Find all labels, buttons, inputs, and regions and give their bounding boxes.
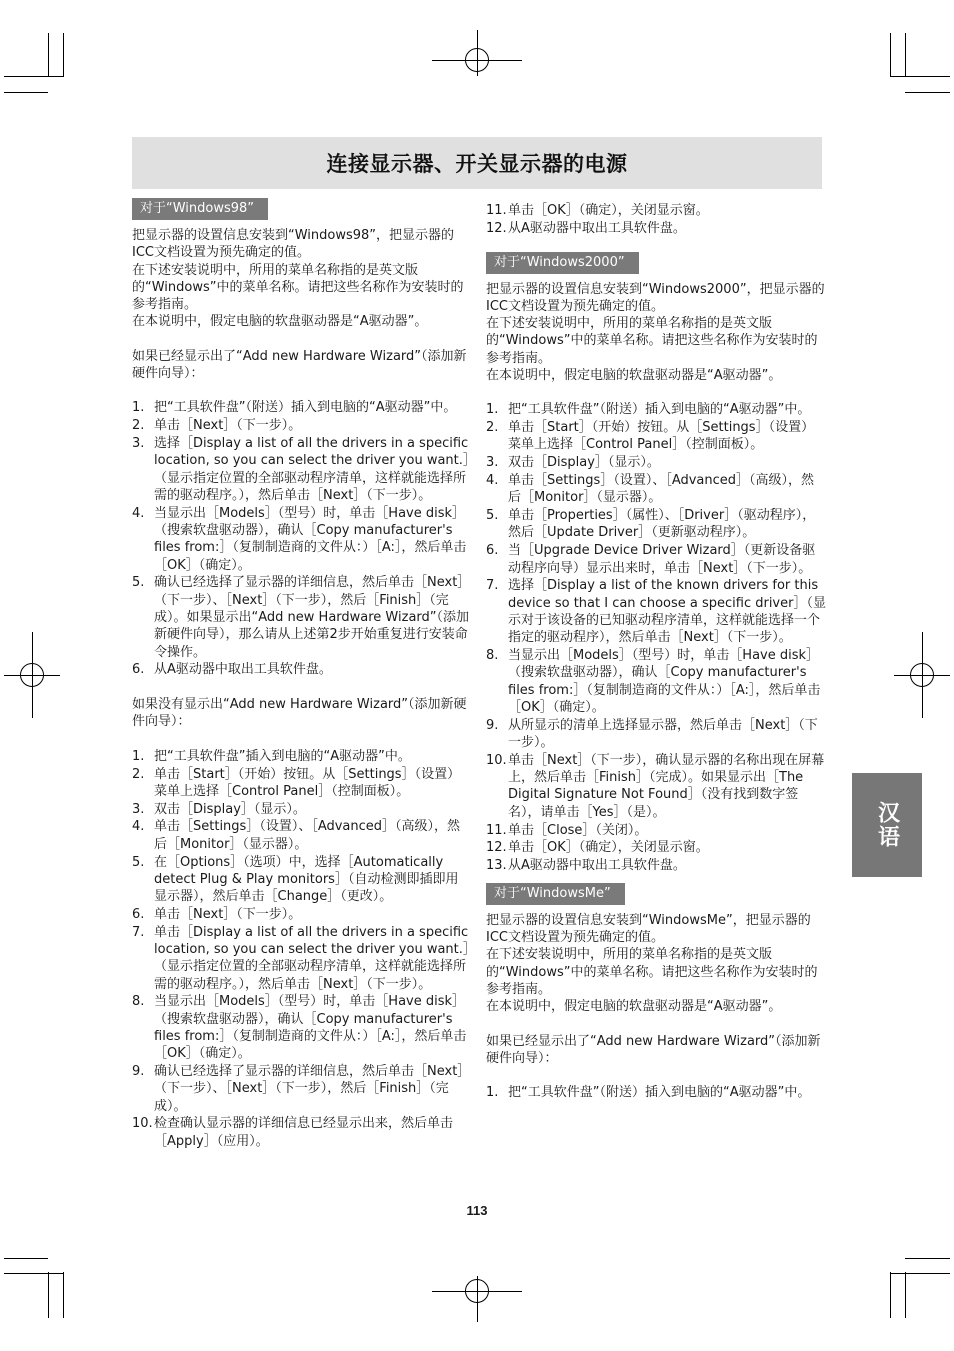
step-number: 4. <box>132 819 145 835</box>
step-number: 9. <box>486 717 499 733</box>
intro-paragraph: 在本说明中，假定电脑的软盘驱动器是“A驱动器”。 <box>132 314 428 330</box>
step-number: 3. <box>486 455 499 471</box>
list-item <box>132 417 470 434</box>
step-number: 2. <box>486 420 499 436</box>
step-list <box>486 401 826 874</box>
list-item <box>132 1115 470 1150</box>
list-item <box>486 577 826 646</box>
list-item <box>486 542 826 577</box>
step-number: 1. <box>132 748 145 764</box>
step-number: 5. <box>132 854 145 870</box>
step-text: 单击［OK］（确定），关闭显示窗。 <box>508 203 709 218</box>
step-number: 1. <box>486 402 499 418</box>
step-text: 确认已经选择了显示器的详细信息，然后单击［Next］（下一步）、［Next］（下一步），然后［Finish］（完成）。如果显示出“Add new Hardware Wizard”（添加新硬件向导），那么请从上述第2步开始重复进行安装命令操作。 <box>154 575 470 660</box>
step-number: 6. <box>132 906 145 922</box>
page-title-bar <box>132 137 822 189</box>
step-number: 2. <box>132 766 145 782</box>
list-item <box>486 401 826 418</box>
list-item <box>486 822 826 839</box>
step-number: 3. <box>132 801 145 817</box>
step-number: 11. <box>486 203 507 218</box>
step-text: 在［Options］（选项）中，选择［Automatically detect Plug & Play monitors］（自动检测即插即用显示器），然后单击［Change］（更改）。 <box>154 854 459 905</box>
step-text: 单击［Properties］（属性）、［Driver］（驱动程序），然后［Update Driver］（更新驱动程序）。 <box>508 508 816 541</box>
step-list <box>132 399 470 678</box>
list-item <box>486 419 826 454</box>
step-text: 把“工具软件盘”（附送）插入到电脑的“A驱动器”中。 <box>508 402 811 418</box>
condition-heading: 如果已经显示出了“Add new Hardware Wizard”（添加新硬件向导）： <box>486 1033 821 1066</box>
step-text: 确认已经选择了显示器的详细信息，然后单击［Next］（下一步）、［Next］（下一步），然后［Finish］（完成）。 <box>154 1064 464 1114</box>
language-tab <box>852 773 922 877</box>
step-number: 10. <box>132 1116 153 1132</box>
step-text: 当显示出［Models］（型号）时，单击［Have disk］（搜索软盘驱动器），确认［Copy manufacturer's files from:］（复制制造商的文件从：）［A:］，然后单击［OK］（确定）。 <box>154 505 467 573</box>
step-number: 9. <box>132 1064 145 1080</box>
step-text: 单击［Settings］（设置）、［Advanced］（高级），然后［Monitor］（显示器）。 <box>154 819 461 852</box>
step-text: 检查确认显示器的详细信息已经显示出来，然后单击［Apply］（应用）。 <box>154 1116 454 1149</box>
step-text: 把“工具软件盘”（附送）插入到电脑的“A驱动器”中。 <box>508 1085 811 1101</box>
section-heading-win2000: 对于“Windows2000” <box>486 252 639 274</box>
list-item <box>486 1084 826 1101</box>
condition-heading: 如果已经显示出了“Add new Hardware Wizard”（添加新硬件向导）： <box>132 348 467 382</box>
page-number: 113 <box>466 1203 488 1218</box>
list-item <box>486 220 826 237</box>
list-item <box>486 647 826 716</box>
step-text: 单击［Start］（开始）按钮。从［Settings］（设置）菜单上选择［Control Panel］（控制面板）。 <box>508 420 815 453</box>
step-text: 选择［Display a list of the known drivers for this device so that I can choose a specific driver］（显示对于该设备的已知驱动程序清单，这样就能选择一个指定的驱动程序），然后单击［Next］（下一步）。 <box>508 578 826 646</box>
list-item <box>132 505 470 574</box>
step-number: 1. <box>486 1085 499 1101</box>
step-text: 从A驱动器中取出工具软件盘。 <box>508 858 686 874</box>
section-heading-win98: 对于“Windows98” <box>132 198 268 220</box>
list-item <box>132 906 470 923</box>
list-item <box>132 924 470 993</box>
list-item <box>486 839 826 856</box>
step-text: 当显示出［Models］（型号）时，单击［Have disk］（搜索软盘驱动器），确认［Copy manufacturer's files from:］（复制制造商的文件从：）［A:］，然后单击［OK］（确定）。 <box>154 994 467 1062</box>
step-text: 当［Upgrade Device Driver Wizard］（更新设备驱动程序向导）显示出来时，单击［Next］（下一步）。 <box>508 543 816 576</box>
list-item <box>486 752 826 821</box>
step-text: 把“工具软件盘”（附送）插入到电脑的“A驱动器”中。 <box>154 400 457 416</box>
intro-paragraph: 在本说明中，假定电脑的软盘驱动器是“A驱动器”。 <box>486 368 782 384</box>
intro-paragraph: 在下述安装说明中，所用的菜单名称指的是英文版的“Windows”中的菜单名称。请把这些名称作为安装时的参考指南。 <box>486 947 818 998</box>
list-item <box>486 507 826 542</box>
condition-heading: 如果没有显示出“Add new Hardware Wizard”（添加新硬件向导）： <box>132 697 467 730</box>
step-text: 单击［Display a list of all the drivers in a specific location, so you can select the driver you want.］（显示指定位置的全部驱动程序清单，这样就能选择所需的驱动程序。），然后单击［Next］（下一步）。 <box>154 924 470 992</box>
language-tab-label: 汉语 <box>874 801 900 849</box>
step-number: 7. <box>132 924 145 940</box>
step-number: 5. <box>132 575 145 591</box>
list-item <box>132 993 470 1062</box>
list-item <box>486 857 826 874</box>
step-text: 双击［Display］（显示）。 <box>154 801 306 817</box>
list-item <box>486 472 826 507</box>
step-number: 11. <box>486 822 507 838</box>
left-column <box>132 198 470 1151</box>
intro-paragraph: 把显示器的设置信息安装到“Windows2000”，把显示器的ICC文档设置为预先确定的值。 <box>486 281 825 314</box>
intro-paragraph: 在下述安装说明中，所用的菜单名称指的是英文版的“Windows”中的菜单名称。请把这些名称作为安装时的参考指南。 <box>486 316 818 366</box>
step-number: 10. <box>486 752 507 768</box>
step-number: 8. <box>486 648 499 664</box>
list-item <box>132 766 470 801</box>
step-text: 单击［Next］（下一步）。 <box>154 418 302 434</box>
list-item <box>132 801 470 818</box>
step-text: 从A驱动器中取出工具软件盘。 <box>508 220 686 236</box>
step-number: 6. <box>486 543 499 559</box>
intro-paragraph: 把显示器的设置信息安装到“Windows98”，把显示器的ICC文档设置为预先确定的值。 <box>132 228 455 261</box>
step-number: 1. <box>132 400 145 416</box>
intro-paragraph: 在本说明中，假定电脑的软盘驱动器是“A驱动器”。 <box>486 999 782 1015</box>
step-number: 4. <box>132 505 145 521</box>
page-title: 连接显示器、开关显示器的电源 <box>326 152 628 176</box>
list-item <box>132 435 470 504</box>
step-number: 3. <box>132 435 145 451</box>
step-text: 单击［Start］（开始）按钮。从［Settings］（设置）菜单上选择［Control Panel］（控制面板）。 <box>154 766 461 799</box>
step-number: 12. <box>486 220 507 236</box>
list-item <box>132 854 470 906</box>
list-item <box>132 661 470 678</box>
step-text: 选择［Display a list of all the drivers in a specific location, so you can select the driver you want.］（显示指定位置的全部驱动程序清单，这样就能选择所需的驱动程序。），然后单击［Next］（下一步）。 <box>154 435 470 503</box>
step-text: 单击［OK］（确定），关闭显示窗。 <box>508 840 709 856</box>
intro-paragraph: 在下述安装说明中，所用的菜单名称指的是英文版的“Windows”中的菜单名称。请把这些名称作为安装时的参考指南。 <box>132 262 464 313</box>
right-column <box>486 202 826 1102</box>
step-text: 从A驱动器中取出工具软件盘。 <box>154 662 332 678</box>
list-item <box>486 202 826 219</box>
step-list <box>132 748 470 1150</box>
step-text: 把“工具软件盘”插入到电脑的“A驱动器”中。 <box>154 748 411 764</box>
list-item <box>132 748 470 765</box>
step-text: 当显示出［Models］（型号）时，单击［Have disk］（搜索软盘驱动器），确认［Copy manufacturer's files from:］（复制制造商的文件从：）［A:］，然后单击［OK］（确定）。 <box>508 648 821 715</box>
step-number: 5. <box>486 508 499 524</box>
step-text: 单击［Settings］（设置）、［Advanced］（高级），然后［Monitor］（显示器）。 <box>508 473 815 506</box>
step-number: 4. <box>486 473 499 489</box>
step-text: 双击［Display］（显示）。 <box>508 455 660 471</box>
list-item <box>486 717 826 752</box>
intro-paragraph: 把显示器的设置信息安装到“WindowsMe”，把显示器的ICC文档设置为预先确定的值。 <box>486 912 811 946</box>
step-list <box>486 202 826 237</box>
step-text: 单击［Next］（下一步），确认显示器的名称出现在屏幕上，然后单击［Finish］（完成）。如果显示出［The Digital Signature Not Found］（没有找到数字签名），请单击［Yes］（是）。 <box>508 752 825 820</box>
list-item <box>132 399 470 416</box>
list-item <box>486 454 826 471</box>
step-number: 12. <box>486 840 507 856</box>
step-number: 8. <box>132 994 145 1010</box>
step-list <box>486 1084 826 1101</box>
section-heading-winme: 对于“WindowsMe” <box>486 883 625 905</box>
step-text: 单击［Close］（关闭）。 <box>508 822 648 838</box>
step-number: 2. <box>132 418 145 434</box>
list-item <box>132 818 470 853</box>
step-text: 单击［Next］（下一步）。 <box>154 906 302 922</box>
list-item <box>132 1063 470 1115</box>
list-item <box>132 574 470 660</box>
step-text: 从所显示的清单上选择显示器，然后单击［Next］（下一步）。 <box>508 717 818 751</box>
step-number: 6. <box>132 662 145 678</box>
step-number: 13. <box>486 858 507 874</box>
step-number: 7. <box>486 578 499 594</box>
